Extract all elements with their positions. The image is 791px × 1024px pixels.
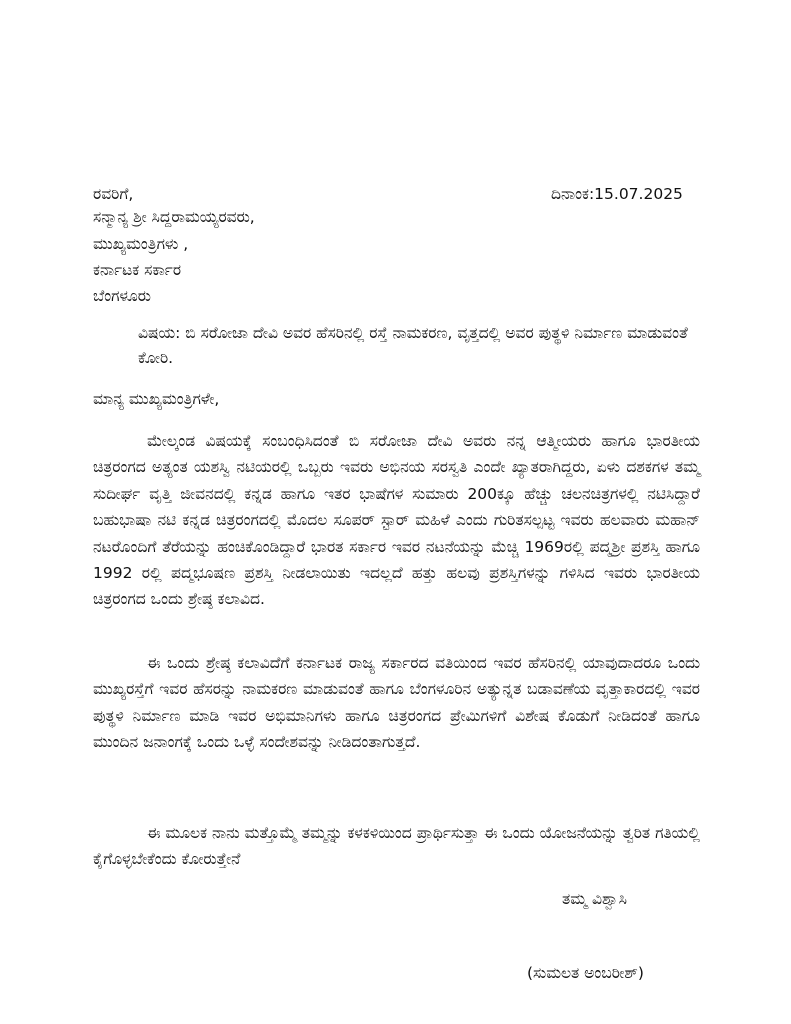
- address-line-3: ಕರ್ನಾಟಕ ಸರ್ಕಾರ: [93, 261, 182, 279]
- recipient-line: ರವರಿಗೆ,: [93, 185, 134, 203]
- address-line-2: ಮುಖ್ಯಮಂತ್ರಿಗಳು ,: [93, 235, 189, 253]
- letter-date: ದಿನಾಂಕ:15.07.2025: [551, 185, 683, 203]
- address-line-4: ಬೆಂಗಳೂರು: [93, 287, 151, 305]
- closing-line: ತಮ್ಮ ವಿಶ್ವಾಸಿ: [562, 890, 627, 908]
- address-line-1: ಸನ್ಮಾನ್ಯ ಶ್ರೀ ಸಿದ್ದರಾಮಯ್ಯರವರು,: [93, 208, 255, 226]
- body-paragraph-3: ಈ ಮೂಲಕ ನಾನು ಮತ್ತೊಮ್ಮೆ ತಮ್ಮನ್ನು ಕಳಕಳಿಯಿಂದ ಪ್ರಾರ್ಥಿಸುತ್ತಾ ಈ ಒಂದು ಯೋಜನೆಯನ್ನು ತ್ವರಿತ ಗತಿಯಲ್ಲಿ ಕೈಗೊಳ್ಳಬೇಕೆಂದು ಕೋರುತ್ತೇನೆ: [93, 824, 700, 869]
- body-paragraph-2: ಈ ಒಂದು ಶ್ರೇಷ್ಠ ಕಲಾವಿದೆಗೆ ಕರ್ನಾಟಕ ರಾಜ್ಯ ಸರ್ಕಾರದ ವತಿಯಿಂದ ಇವರ ಹೆಸರಿನಲ್ಲಿ ಯಾವುದಾದರೂ ಒಂದು ಮುಖ್ಯರಸ್ತೆಗೆ ಇವರ ಹೆಸರನ್ನು ನಾಮಕರಣ ಮಾಡುವಂತೆ ಹಾಗೂ ಬೆಂಗಳೂರಿನ ಅತ್ಯುನ್ನತ ಬಡಾವಣೆಯ ವೃತ್ತಾಕಾರದಲ್ಲಿ ಇವರ ಪುತ್ಥಳಿ ನಿರ್ಮಾಣ ಮಾಡಿ ಇವರ ಅಭಿಮಾನಿಗಳು ಹಾಗೂ ಚಿತ್ರರಂಗದ ಪ್ರೇಮಿಗಳಿಗೆ ವಿಶೇಷ ಕೊಡುಗೆ ನೀಡಿದಂತೆ ಹಾಗೂ ಮುಂದಿನ ಜನಾಂಗಕ್ಕೆ ಒಂದು ಒಳ್ಳೆ ಸಂದೇಶವನ್ನು ನೀಡಿದಂತಾಗುತ್ತದೆ.: [93, 654, 700, 752]
- salutation: ಮಾನ್ಯ ಮುಖ್ಯಮಂತ್ರಿಗಳೇ,: [93, 390, 220, 408]
- signatory-name: (ಸುಮಲತ ಅಂಬರೀಶ್): [527, 964, 644, 982]
- subject-line: ವಿಷಯ: ಬಿ ಸರೋಜಾ ದೇವಿ ಅವರ ಹೆಸರಿನಲ್ಲಿ ರಸ್ತೆ ನಾಮಕರಣ, ವೃತ್ತದಲ್ಲಿ ಅವರ ಪುತ್ಥಳಿ ನಿರ್ಮಾಣ ಮಾಡುವಂತೆ ಕೋರಿ.: [138, 324, 688, 367]
- body-paragraph-1: ಮೇಲ್ಕಂಡ ವಿಷಯಕ್ಕೆ ಸಂಬಂಧಿಸಿದಂತೆ ಬಿ ಸರೋಜಾ ದೇವಿ ಅವರು ನನ್ನ ಆತ್ಮೀಯರು ಹಾಗೂ ಭಾರತೀಯ ಚಿತ್ರರಂಗದ ಅತ್ಯಂತ ಯಶಸ್ವಿ ನಟಿಯರಲ್ಲಿ ಒಬ್ಬರು ಇವರು ಅಭಿನಯ ಸರಸ್ವತಿ ಎಂದೇ ಖ್ಯಾತರಾಗಿದ್ದರು, ಏಳು ದಶಕಗಳ ತಮ್ಮ ಸುದೀರ್ಘ ವೃತ್ತಿ ಜೀವನದಲ್ಲಿ ಕನ್ನಡ ಹಾಗೂ ಇತರ ಭಾಷೆಗಳ ಸುಮಾರು 200ಕ್ಕೂ ಹೆಚ್ಚು ಚಲನಚಿತ್ರಗಳಲ್ಲಿ ನಟಿಸಿದ್ದಾರೆ ಬಹುಭಾಷಾ ನಟಿ ಕನ್ನಡ ಚಿತ್ರರಂಗದಲ್ಲಿ ಮೊದಲ ಸೂಪರ್ ಸ್ಟಾರ್ ಮಹಿಳೆ ಎಂದು ಗುರಿತಸಲ್ಪಟ್ಟ ಇವರು ಹಲವಾರು ಮಹಾನ್ ನಟರೊಂದಿಗೆ ತೆರೆಯನ್ನು ಹಂಚಿಕೊಂಡಿದ್ದಾರೆ ಭಾರತ ಸರ್ಕಾರ ಇವರ ನಟನೆಯನ್ನು ಮೆಚ್ಚಿ 1969ರಲ್ಲಿ ಪದ್ಮಶ್ರೀ ಪ್ರಶಸ್ತಿ ಹಾಗೂ 1992 ರಲ್ಲಿ ಪದ್ಮಭೂಷಣ ಪ್ರಶಸ್ತಿ ನೀಡಲಾಯಿತು ಇದಲ್ಲದೆ ಹತ್ತು ಹಲವು ಪ್ರಶಸ್ತಿಗಳನ್ನು ಗಳಿಸಿದ ಇವರು ಭಾರತೀಯ ಚಿತ್ರರಂಗದ ಒಂದು ಶ್ರೇಷ್ಠ ಕಲಾವಿದ.: [93, 432, 700, 609]
